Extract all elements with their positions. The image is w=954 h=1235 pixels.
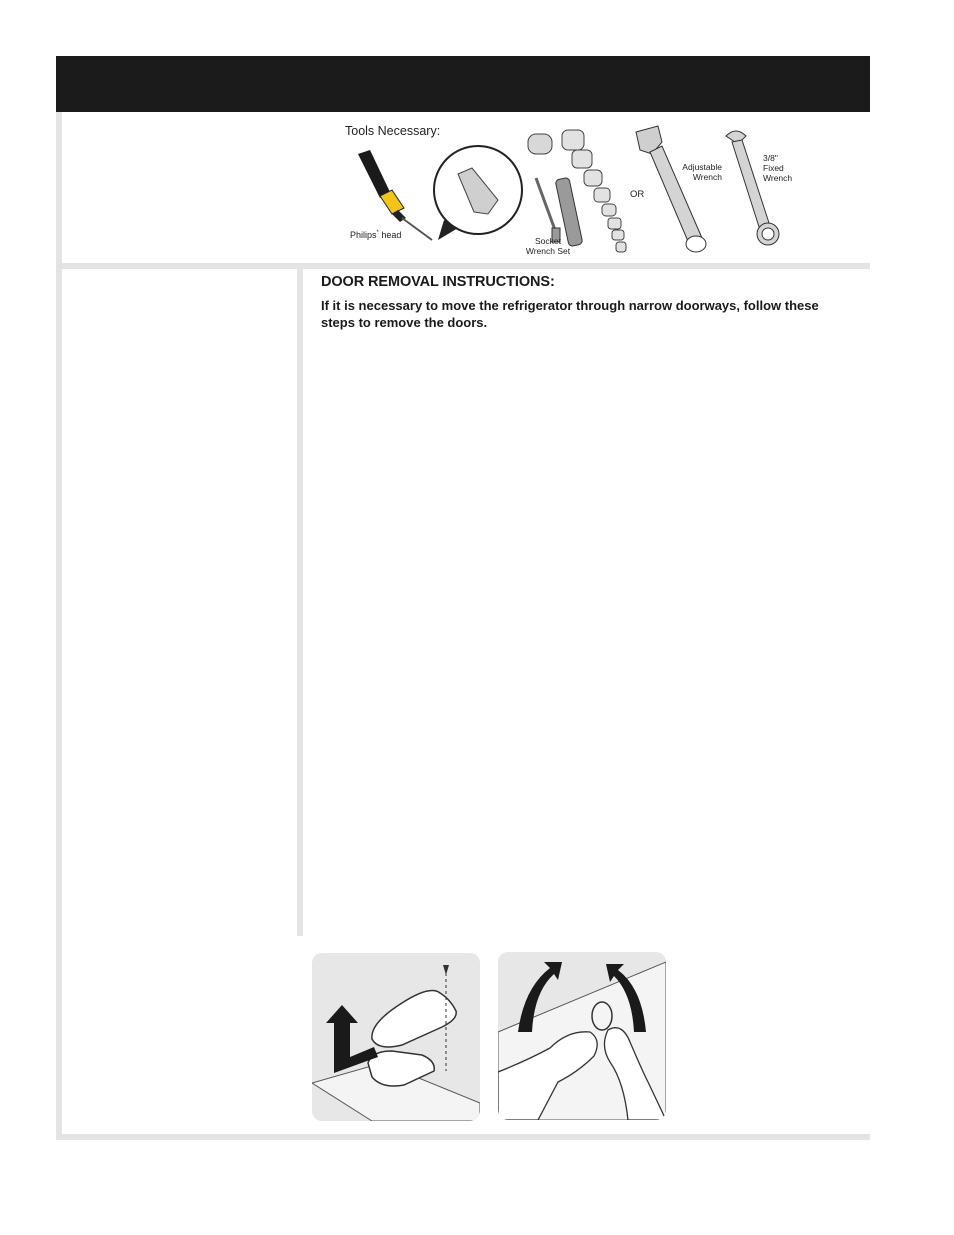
- fixed-label-line1: 3/8": [763, 153, 778, 163]
- adjustable-label-line1: Adjustable: [682, 162, 722, 172]
- phillips-label-suffix: head: [381, 230, 402, 240]
- socket-wrench-icon: [528, 130, 626, 252]
- socket-wrench-label: [523, 236, 573, 256]
- column-divider: [297, 269, 303, 936]
- fixed-label-line2: Fixed: [763, 163, 784, 173]
- phillips-label-text: Philips: [350, 230, 377, 240]
- tools-title: Tools Necessary:: [345, 124, 441, 138]
- fixed-wrench-label: [763, 153, 803, 183]
- section-divider: [56, 263, 870, 269]
- hinge-removal-illustration: [498, 952, 666, 1120]
- phillips-label: [350, 230, 401, 240]
- adjustable-wrench-icon: [636, 126, 706, 252]
- adjustable-wrench-label: [676, 162, 722, 182]
- phillips-label-mark: *: [376, 230, 379, 236]
- tools-illustration: [340, 118, 810, 260]
- fixed-label-line3: Wrench: [763, 173, 793, 183]
- adjustable-label-line2: Wrench: [692, 172, 722, 182]
- socket-label-line1: Socket: [535, 236, 561, 246]
- socket-label-line2: Wrench Set: [525, 246, 571, 256]
- screwdriver-icon: [358, 150, 432, 240]
- hinge-cover-illustration: [312, 953, 480, 1121]
- section-title: DOOR REMOVAL INSTRUCTIONS:: [321, 274, 555, 290]
- fixed-wrench-icon: [726, 131, 779, 245]
- bottom-divider: [56, 1134, 870, 1140]
- or-label: OR: [630, 189, 645, 200]
- phillips-bit-icon: [434, 146, 522, 240]
- header-bar: [56, 56, 870, 112]
- intro-paragraph: If it is necessary to move the refrigerator through narrow doorways, follow these steps to remove the doors.: [321, 298, 819, 330]
